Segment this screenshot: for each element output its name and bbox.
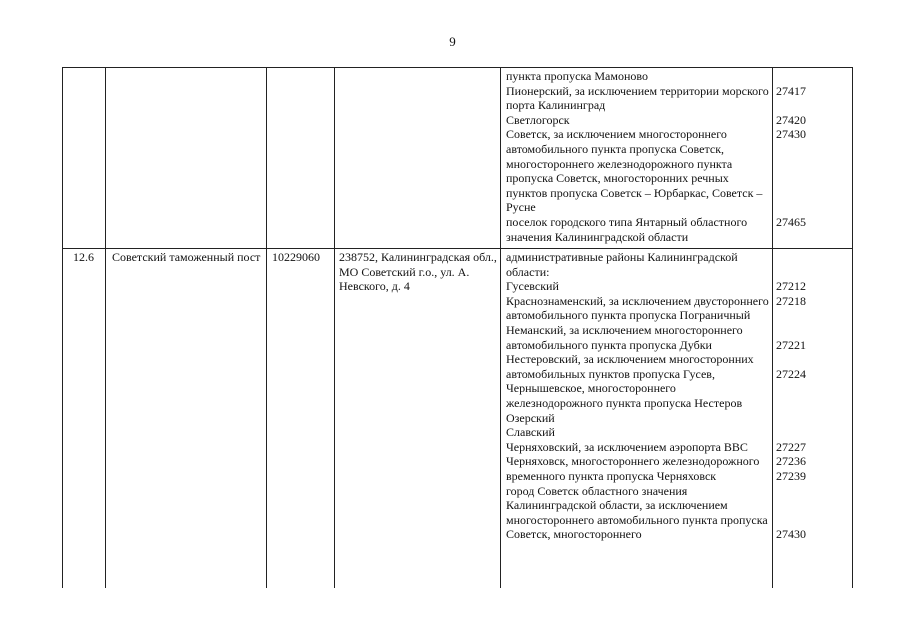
okato-code: 27465 bbox=[776, 215, 806, 229]
okato-code: 27212 bbox=[776, 279, 806, 294]
territory-entry: Краснознаменский, за исключением двустороннего автомобильного пункта пропуска Пограничный bbox=[506, 293, 769, 323]
territory-entry: Черняховский, за исключением аэропорта ВВС Черняховск, многостороннего железнодорожного временного пункта пропуска Черняховск bbox=[506, 439, 760, 483]
customs-table bbox=[62, 67, 853, 588]
row-divider bbox=[63, 248, 852, 249]
territory-entry: Пионерский, за исключением территории морского порта Калининград bbox=[506, 83, 769, 113]
column-divider bbox=[772, 68, 773, 588]
okato-code: 27236 bbox=[776, 454, 806, 469]
okato-code: 27224 bbox=[776, 366, 806, 381]
territory-entry: Славский bbox=[506, 425, 555, 440]
okato-code: 27239 bbox=[776, 469, 806, 483]
territory-entry: Неманский, за исключением многостороннего автомобильного пункта пропуска Дубки bbox=[506, 322, 743, 352]
territory-entry: Советск, за исключением многостороннего автомобильного пункта пропуска Советск, многостороннего железнодорожного пункта пропуска Советск, многосторонних речных пунктов пропуска Советск – Юрбаркас, Советск – Русне bbox=[506, 127, 763, 215]
territory-entry: поселок городского типа Янтарный областного значения Калининградской области bbox=[506, 214, 748, 244]
post-code: 10229060 bbox=[272, 250, 320, 264]
column-divider bbox=[500, 68, 501, 588]
column-divider bbox=[334, 68, 335, 588]
territory-entry: город Советск областного значения Калининградской области, за исключением многостороннего автомобильного пункта пропуска Советск, многостороннего bbox=[506, 483, 768, 542]
page-number: 9 bbox=[449, 34, 456, 49]
column-divider bbox=[105, 68, 106, 588]
row-number: 12.6 bbox=[73, 250, 94, 264]
territory-entry: пункта пропуска Мамоново bbox=[506, 69, 648, 83]
territory-intro: административные районы Калининградской области: bbox=[506, 250, 738, 279]
okato-code: 27417 bbox=[776, 83, 806, 98]
territory-entry: Светлогорск bbox=[506, 112, 570, 127]
column-divider bbox=[266, 68, 267, 588]
okato-code: 27227 bbox=[776, 439, 806, 454]
okato-code: 27430 bbox=[776, 527, 806, 542]
okato-code: 27218 bbox=[776, 293, 806, 308]
okato-cell bbox=[776, 250, 850, 586]
post-address: 238752, Калининградская обл., МО Советский г.о., ул. А. Невского, д. 4 bbox=[339, 250, 497, 294]
post-name: Советский таможенный пост bbox=[112, 250, 261, 264]
territory-cell bbox=[506, 69, 772, 244]
territory-cell bbox=[506, 250, 772, 542]
okato-code: 27430 bbox=[776, 127, 806, 142]
territory-entry: Нестеровский, за исключением многосторонних автомобильных пунктов пропуска Гусев, Чернышевское, многостороннего железнодорожного пункта пропуска Нестеров bbox=[506, 352, 754, 410]
okato-cell bbox=[776, 69, 850, 247]
territory-entry: Гусевский bbox=[506, 279, 559, 294]
territory-entry: Озерский bbox=[506, 410, 555, 425]
okato-code: 27420 bbox=[776, 112, 806, 127]
okato-code: 27221 bbox=[776, 337, 806, 352]
